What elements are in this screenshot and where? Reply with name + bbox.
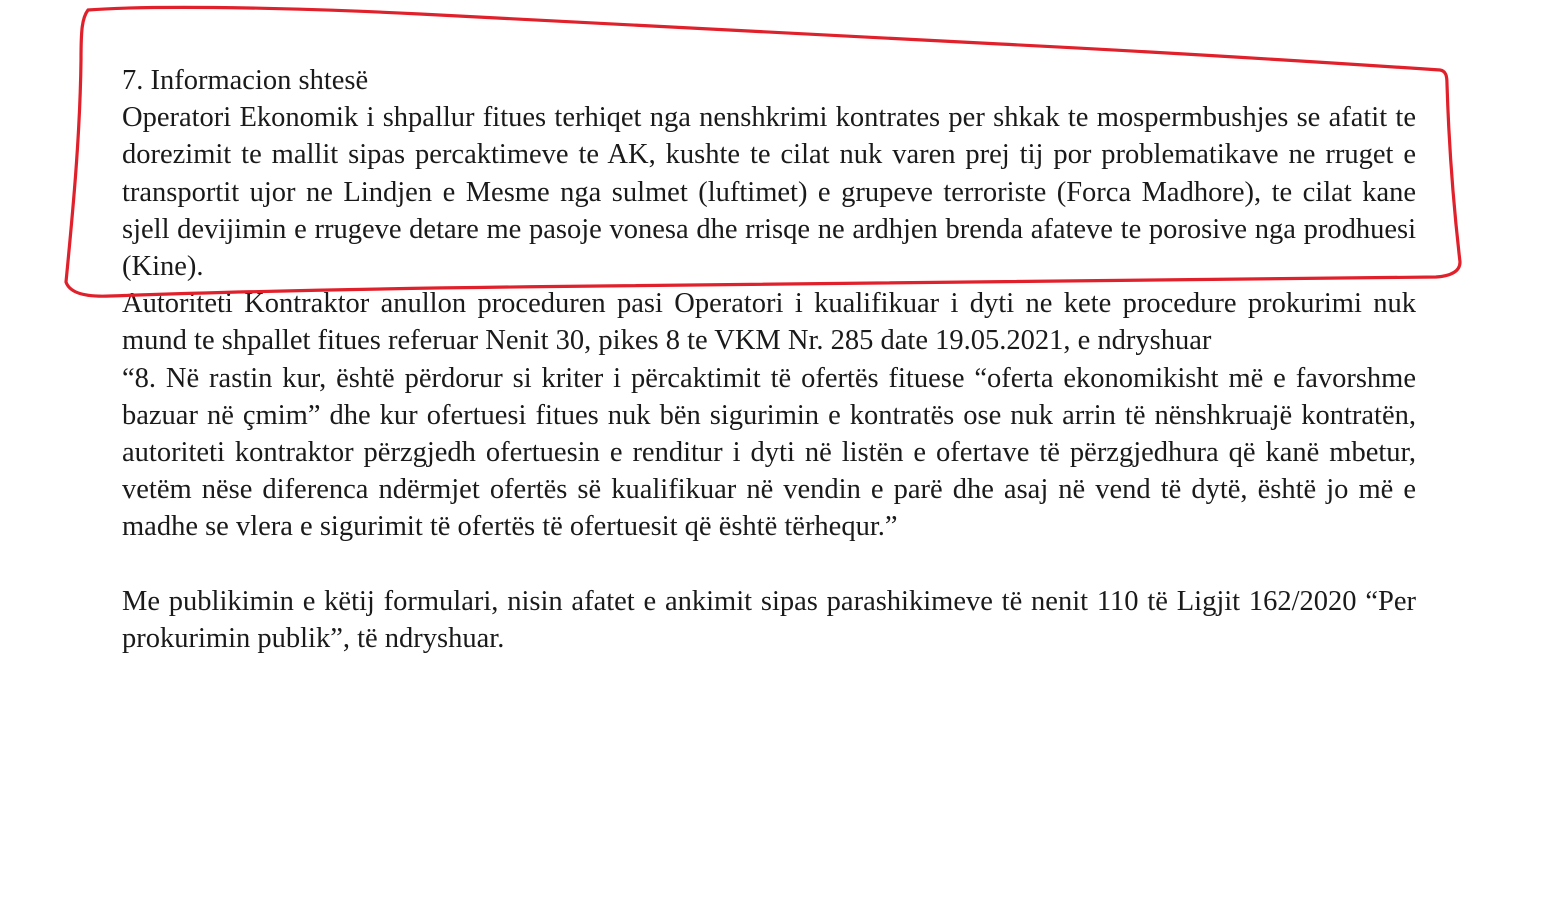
document-body [122,62,1416,657]
legal-quote-paragraph: “8. Në rastin kur, është përdorur si kriter i përcaktimit të ofertës fituese “oferta ekonomikisht më e favorshme bazuar në çmim” dhe kur ofertuesi fitues nuk bën sigurimin e kontratës ose nuk arrin të nënshkruajë kontratën, autoriteti kontraktor përzgjedh ofertuesin e renditur i dyti në listën e ofertave të përzgjedhura që kanë mbetur, vetëm nëse diferenca ndërmjet ofertës së kualifikuar në vendin e parë dhe asaj në vend të dytë, është jo më e madhe se vlera e sigurimit të ofertës të ofertuesit që është tërhequr.” [122,362,1416,543]
section-heading: 7. Informacion shtesë [122,65,369,96]
appeal-paragraph: Me publikimin e këtij formulari, nisin afatet e ankimit sipas parashikimeve të nenit 110 të Ligjit 162/2020 “Per prokurimin publik”, të ndryshuar. [122,585,1416,655]
paragraph-spacer [122,546,1416,583]
cancellation-paragraph: Autoriteti Kontraktor anullon proceduren pasi Operatori i kualifikuar i dyti ne kete procedure prokurimi nuk mund te shpallet fitues referuar Nenit 30, pikes 8 te VKM Nr. 285 date 19.05.2021, e ndryshuar [122,288,1416,357]
withdrawal-paragraph: Operatori Ekonomik i shpallur fitues terhiqet nga nenshkrimi kontrates per shkak te mospermbushjes se afatit te dorezimit te mallit sipas percaktimeve te AK, kushte te cilat nuk varen prej tij por problematikave ne rruget e transportit ujor ne Lindjen e Mesme nga sulmet (luftimet) e grupeve terroriste (Forca Madhore), te cilat kane sjell devijimin e rrugeve detare me pasoje vonesa dhe rrisqe ne ardhjen brenda afateve te porosive nga prodhuesi (Kine). [122,102,1416,283]
